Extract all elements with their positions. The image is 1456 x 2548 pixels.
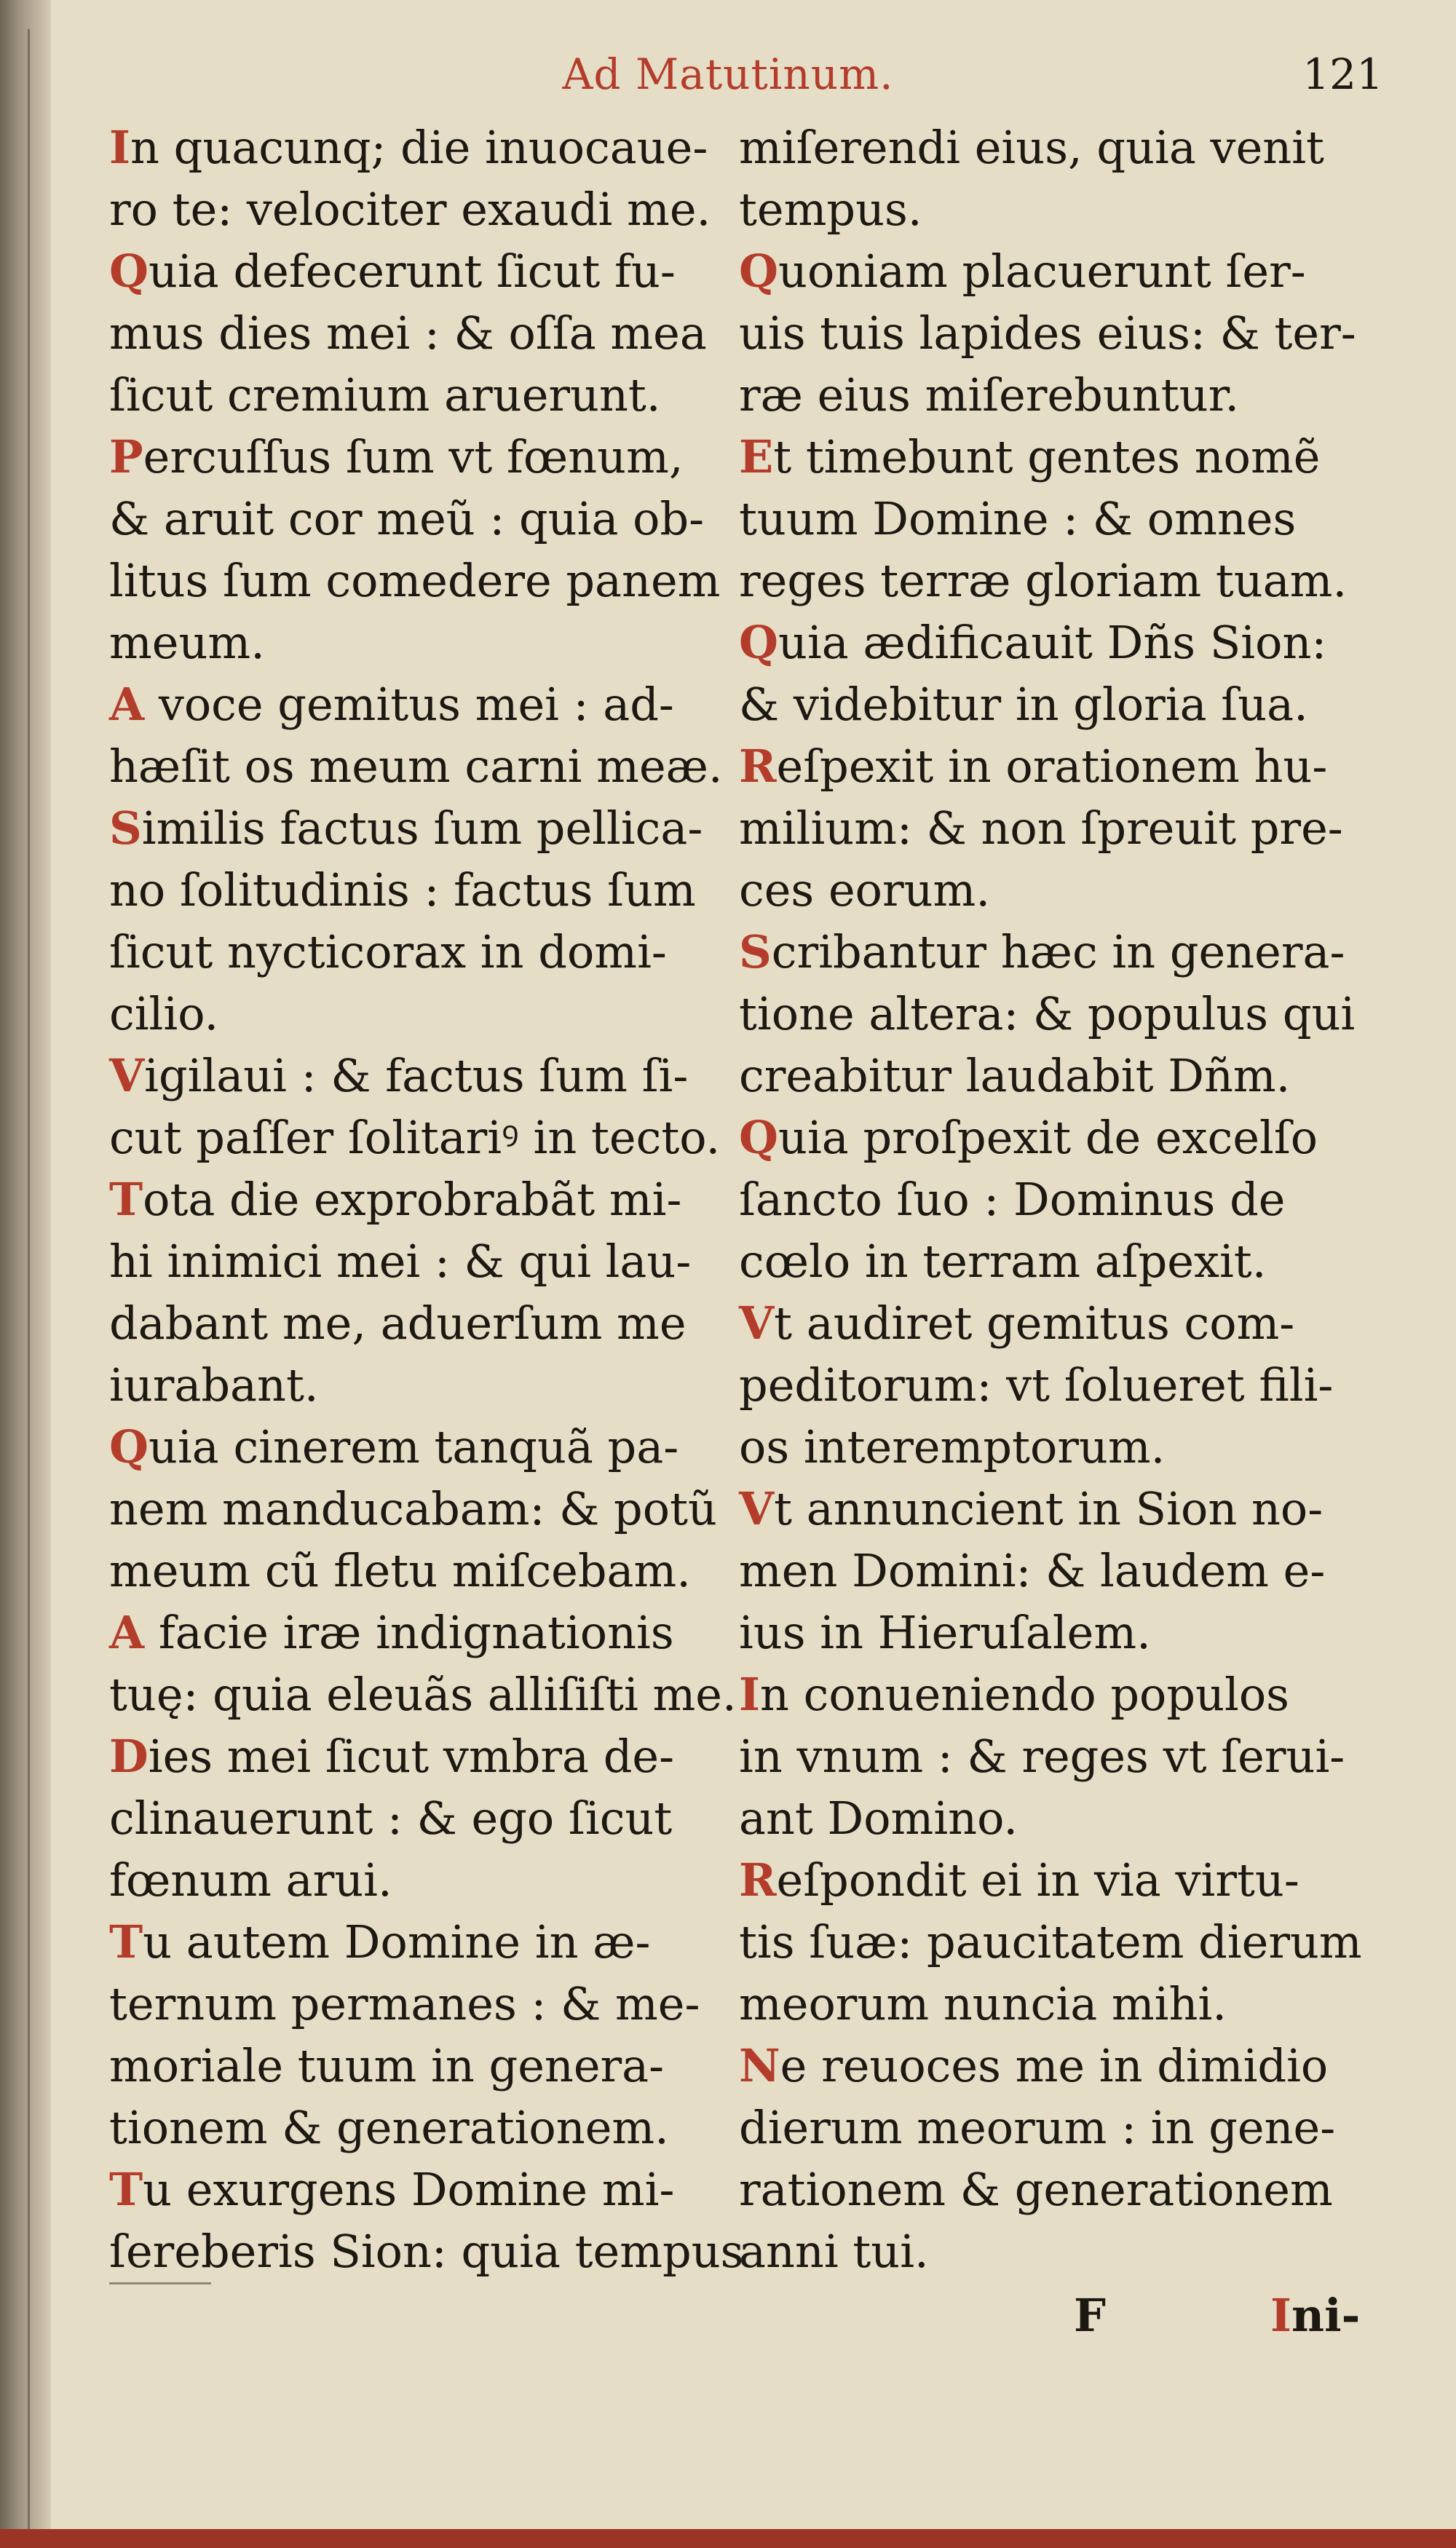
verse [739, 1107, 1365, 1292]
text-line [739, 364, 1365, 426]
text-line [109, 1230, 735, 1292]
text-line [109, 983, 735, 1045]
text-line [739, 859, 1365, 921]
text-line [739, 1602, 1365, 1663]
line-text: eſpexit in orationem hu- [776, 740, 1328, 793]
rubricated-initial: V [739, 1482, 775, 1535]
verse [109, 116, 735, 240]
verse [109, 1168, 735, 1416]
line-text: uia cinerem tanquã pa- [149, 1420, 679, 1473]
text-line [739, 1973, 1365, 2035]
line-text: cribantur hæc in genera- [771, 925, 1345, 978]
text-line [739, 1787, 1365, 1849]
rubricated-initial: T [109, 1173, 143, 1226]
line-text: tuę: quia eleuãs alliſiſti me. [109, 1668, 737, 1721]
line-text: ies mei ſicut vmbra de- [148, 1730, 675, 1783]
text-line [109, 1107, 735, 1168]
text-line [109, 1911, 735, 1973]
verse [109, 240, 735, 426]
left-column [109, 116, 744, 2282]
line-text: no ſolitudinis : factus ſum [109, 863, 696, 917]
verse [109, 797, 735, 1045]
line-text: ræ eius miſerebuntur. [739, 368, 1240, 422]
right-column [739, 116, 1365, 2282]
rubricated-initial: R [739, 740, 777, 793]
text-line [739, 983, 1365, 1045]
line-text: men Domini: & laudem e- [739, 1544, 1326, 1597]
line-text: hæſit os meum carni meæ. [109, 740, 723, 793]
text-line [739, 426, 1365, 488]
text-line [739, 2159, 1365, 2220]
line-text: cut paſſer ſolitariꝰ in tecto. [109, 1111, 721, 1164]
verse [109, 1725, 735, 1911]
text-line [109, 302, 735, 364]
line-text: voce gemitus mei : ad- [144, 678, 674, 731]
line-text: tis ſuæ: paucitatem dierum [739, 1915, 1362, 1969]
line-text: clinauerunt : & ego ſicut [109, 1792, 673, 1845]
line-text: ant Domino. [739, 1792, 1018, 1845]
verse [739, 612, 1365, 735]
catchword [1270, 2284, 1380, 2346]
text-line [739, 1354, 1365, 1416]
text-line [109, 921, 735, 983]
text-line [739, 2220, 1365, 2282]
verse [739, 2035, 1365, 2282]
text-line [739, 302, 1365, 364]
text-line [739, 2035, 1365, 2097]
verse [109, 2159, 744, 2282]
text-line [109, 1725, 735, 1787]
text-line [739, 1416, 1365, 1478]
line-text: moriale tuum in genera- [109, 2039, 665, 2092]
verse [739, 426, 1365, 612]
line-text: ternum permanes : & me- [109, 1977, 700, 2030]
rubricated-initial: A [109, 1606, 145, 1659]
catchword-initial: I [1270, 2289, 1292, 2342]
text-line [739, 1540, 1365, 1602]
text-line [739, 1107, 1365, 1168]
rubricated-initial: E [739, 430, 774, 483]
text-line [739, 1168, 1365, 1230]
text-line [109, 1168, 735, 1230]
text-line [739, 1045, 1365, 1107]
line-text: ercuſſus ſum vt fœnum, [143, 430, 684, 483]
line-text: meum. [109, 616, 265, 669]
text-line [739, 797, 1365, 859]
rubricated-initial: Q [739, 616, 779, 669]
line-text: & videbitur in gloria ſua. [739, 678, 1308, 731]
line-text: hi inimici mei : & qui lau- [109, 1235, 692, 1288]
line-text: meum cũ fletu miſcebam. [109, 1544, 692, 1597]
rubricated-initial: T [109, 2163, 143, 2216]
line-text: uoniam placuerunt ſer- [778, 245, 1306, 298]
line-text: miſerendi eius, quia venit [739, 121, 1324, 174]
text-line [739, 240, 1365, 302]
text-line [109, 859, 735, 921]
line-text: litus ſum comedere panem [109, 554, 721, 607]
line-text: dabant me, aduerſum me [109, 1297, 687, 1350]
verse [109, 1911, 735, 2159]
line-text: imilis factus ſum pellica- [141, 802, 703, 855]
line-text: nem manducabam: & potũ [109, 1482, 717, 1535]
text-line [109, 2159, 735, 2220]
rubricated-initial: P [109, 430, 143, 483]
text-line [739, 921, 1365, 983]
text-line [109, 116, 735, 178]
line-text: ius in Hieruſalem. [739, 1606, 1151, 1659]
text-line [109, 797, 735, 859]
text-line [109, 1478, 735, 1540]
page-edge [0, 2529, 1456, 2548]
line-text: mus dies mei : & oſſa mea [109, 306, 707, 360]
line-text: n conueniendo populos [760, 1668, 1289, 1721]
rubricated-initial: Q [739, 245, 779, 298]
line-text: tempus. [739, 183, 922, 236]
text-line [739, 1663, 1365, 1725]
line-text: tione altera: & populus qui [739, 987, 1356, 1040]
line-text: facie iræ indignationis [144, 1606, 674, 1659]
binding-gutter [0, 0, 51, 2548]
text-line [109, 735, 735, 797]
line-text: u autem Domine in æ- [143, 1915, 651, 1969]
line-text: dierum meorum : in gene- [739, 2101, 1336, 2154]
rubricated-initial: S [739, 925, 772, 978]
text-line [109, 1663, 735, 1725]
text-line [739, 673, 1365, 735]
line-text: creabitur laudabit Dñm. [739, 1049, 1291, 1102]
line-text: uis tuis lapides eius: & ter- [739, 306, 1356, 360]
text-line [109, 178, 735, 240]
verse [739, 1849, 1365, 2035]
line-text: os interemptorum. [739, 1420, 1166, 1473]
line-text: ſancto ſuo : Dominus de [739, 1173, 1286, 1226]
rubricated-initial: N [739, 2039, 780, 2092]
footer-rule [109, 2282, 211, 2284]
line-text: meorum nuncia mihi. [739, 1977, 1227, 2030]
running-head: Ad Matutinum. [562, 50, 894, 99]
signature-mark: F [1074, 2289, 1107, 2342]
text-line [109, 1354, 735, 1416]
page-number: 121 [1302, 50, 1383, 99]
line-text: tionem & generationem. [109, 2101, 669, 2154]
line-text: cœlo in terram aſpexit. [739, 1235, 1267, 1288]
line-text: uia proſpexit de excelſo [778, 1111, 1318, 1164]
line-text: & aruit cor meũ : quia ob- [109, 492, 705, 545]
line-text: uia ædificauit Dñs Sion: [778, 616, 1327, 669]
text-line [109, 1416, 735, 1478]
text-line [109, 1045, 735, 1107]
text-line [739, 1230, 1365, 1292]
rubricated-initial: Q [739, 1111, 779, 1164]
line-text: ſicut nycticorax in domi- [109, 925, 667, 978]
text-line [739, 488, 1365, 550]
line-text: iurabant. [109, 1358, 319, 1412]
verse [109, 1045, 735, 1168]
text-line [739, 2097, 1365, 2159]
text-line [739, 735, 1365, 797]
verse [739, 735, 1365, 921]
rubricated-initial: I [109, 121, 131, 174]
text-line [109, 673, 735, 735]
verse [739, 1292, 1365, 1478]
line-text: t annuncient in Sion no- [774, 1482, 1324, 1535]
line-text: peditorum: vt ſolueret fili- [739, 1358, 1334, 1412]
text-line [739, 1911, 1365, 1973]
line-text: uia defecerunt ſicut fu- [149, 245, 676, 298]
text-line [109, 488, 735, 550]
rubricated-initial: Q [109, 1420, 149, 1473]
text-line [109, 1292, 735, 1354]
catchword-rest: ni- [1291, 2289, 1361, 2342]
verse [739, 1478, 1365, 1663]
line-text: tuum Domine : & omnes [739, 492, 1297, 545]
text-line [739, 1725, 1365, 1787]
line-text: rationem & generationem [739, 2163, 1333, 2216]
line-text: reges terræ gloriam tuam. [739, 554, 1348, 607]
text-line [109, 1973, 735, 2035]
line-text: n quacunq; die inuocaue- [130, 121, 708, 174]
line-text: cilio. [109, 987, 219, 1040]
verse [109, 673, 735, 797]
gutter-fold-line [28, 29, 30, 2533]
line-text: ota die exprobrabãt mi- [143, 1173, 682, 1226]
rubricated-initial: Q [109, 245, 149, 298]
text-line [109, 550, 735, 612]
text-line [109, 2035, 735, 2097]
text-line [109, 612, 735, 673]
line-text: in vnum : & reges vt ſerui- [739, 1730, 1345, 1783]
line-text: t audiret gemitus com- [774, 1297, 1295, 1350]
verse [739, 240, 1365, 426]
text-line [109, 426, 735, 488]
rubricated-initial: R [739, 1853, 777, 1907]
line-text: ces eorum. [739, 863, 991, 917]
rubricated-initial: V [109, 1049, 145, 1102]
text-line [109, 1540, 735, 1602]
rubricated-initial: T [109, 1915, 143, 1969]
verse [109, 1602, 735, 1725]
line-text: ro te: velociter exaudi me. [109, 183, 711, 236]
text-line [109, 2220, 744, 2282]
text-line [739, 178, 1365, 240]
line-text: fœnum arui. [109, 1853, 392, 1907]
line-text: e reuoces me in dimidio [780, 2039, 1329, 2092]
verse [109, 1416, 735, 1602]
line-text: u exurgens Domine mi- [143, 2163, 675, 2216]
text-line [109, 364, 735, 426]
line-text: ſereberis Sion: quia tempus [109, 2225, 744, 2278]
text-line [109, 240, 735, 302]
text-line [109, 2097, 735, 2159]
text-line [739, 612, 1365, 673]
text-line [739, 1849, 1365, 1911]
text-line [739, 116, 1365, 178]
verse [739, 921, 1365, 1107]
verse [109, 426, 735, 673]
text-line [109, 1602, 735, 1663]
line-text: anni tui. [739, 2225, 929, 2278]
rubricated-initial: I [739, 1668, 761, 1721]
text-line [739, 550, 1365, 612]
line-text: igilaui : & factus ſum ſi- [144, 1049, 689, 1102]
text-line [739, 1478, 1365, 1540]
line-text: ſicut cremium aruerunt. [109, 368, 661, 422]
line-text: t timebunt gentes nomẽ [773, 430, 1321, 483]
verse [739, 1663, 1365, 1849]
rubricated-initial: D [109, 1730, 149, 1783]
text-line [109, 1787, 735, 1849]
rubricated-initial: S [109, 802, 142, 855]
text-line [109, 1849, 735, 1911]
line-text: milium: & non ſpreuit pre- [739, 802, 1343, 855]
line-text: eſpondit ei in via virtu- [776, 1853, 1299, 1907]
verse [739, 116, 1365, 240]
rubricated-initial: V [739, 1297, 775, 1350]
text-line [739, 1292, 1365, 1354]
rubricated-initial: A [109, 678, 145, 731]
